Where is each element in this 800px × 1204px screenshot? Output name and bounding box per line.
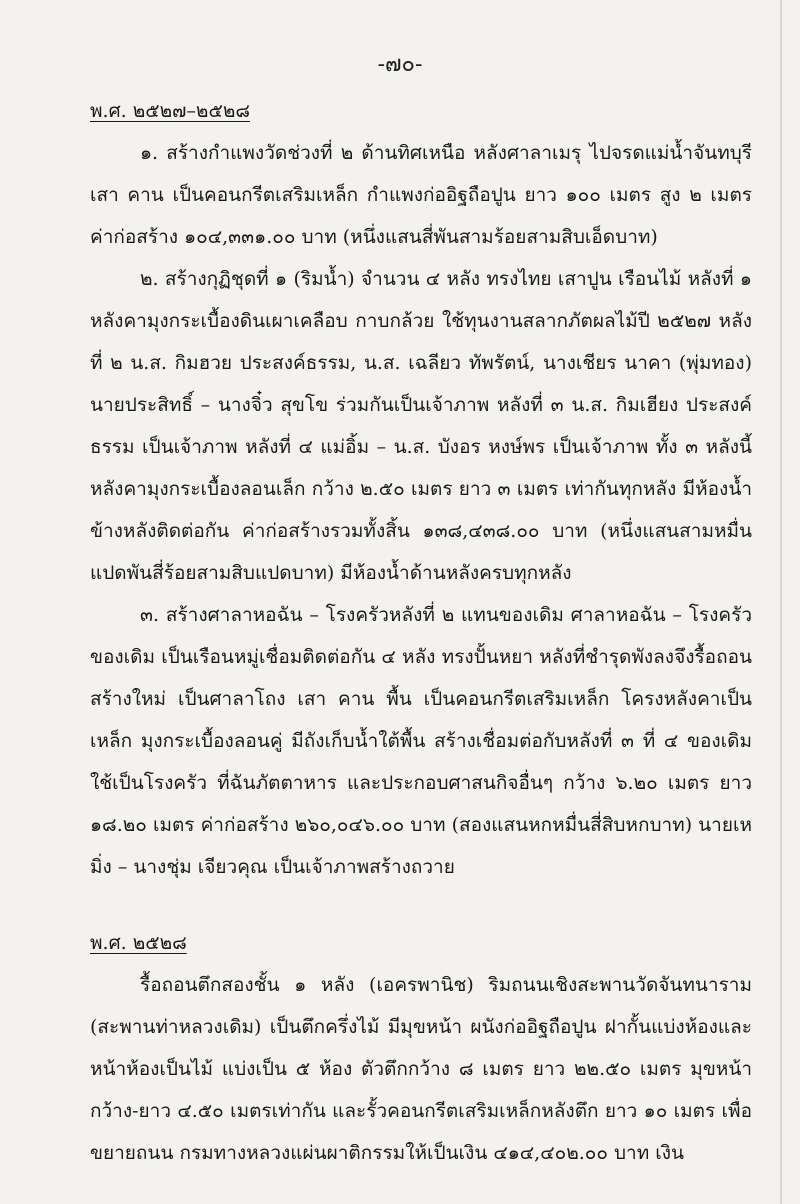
paragraph-2528: รื้อถอนตึกสองชั้น ๑ หลัง (เอครพานิช) ริมถนนเชิงสะพานวัดจันทนาราม (สะพานท่าหลวงเดิม) เป็นตึกครึ่งไม้ มีมุขหน้า ผนังก่ออิฐถือปูน ฝากั้นแบ่งห้องและหน้าห้องเป็นไม้ แบ่งเป็น ๕ ห้อง ตัวตึกกว้าง ๘ เมตร ยาว ๒๒.๕๐ เมตร มุขหน้ากว้าง-ยาว ๔.๕๐ เมตรเท่ากัน และรั้วคอนกรีตเสริมเหล็กหลังตึก ยาว ๑๐ เมตร เพื่อขยายถนน กรมทางหลวงแผ่นผาติกรรมให้เป็นเงิน ๔๑๔,๔๐๒.๐๐ บาท เงิน [90, 974, 752, 1164]
page-edge [780, 0, 782, 1204]
page-number: -๗๐- [377, 52, 423, 77]
paragraph-item-1: ๑. สร้างกำแพงวัดช่วงที่ ๒ ด้านทิศเหนือ หลังศาลาเมรุ ไปจรดแม่น้ำจันทบุรี เสา คาน เป็นคอนกรีตเสริมเหล็ก กำแพงก่ออิฐถือปูน ยาว ๑๐๐ เมตร สูง ๒ เมตร ค่าก่อสร้าง ๑๐๔,๓๓๑.๐๐ บาท (หนึ่งแสนสี่พันสามร้อยสามสิบเอ็ดบาท) [90, 142, 752, 248]
section-heading-2527-2528: พ.ศ. ๒๕๒๗–๒๕๒๘ [90, 100, 251, 122]
paragraph-item-2: ๒. สร้างกุฏิชุดที่ ๑ (ริมน้ำ) จำนวน ๔ หลัง ทรงไทย เสาปูน เรือนไม้ หลังที่ ๑ หลังคามุงกระเบื้องดินเผาเคลือบ กาบกล้วย ใช้ทุนงานสลากภัตผลไม้ปี ๒๕๒๗ หลังที่ ๒ น.ส. กิมฮวย ประสงค์ธรรม, น.ส. เฉลียว ทัพรัตน์, นางเชียร นาคา (พุ่มทอง) นายประสิทธิ์ – นางจิ๋ว สุขโข ร่วมกันเป็นเจ้าภาพ หลังที่ ๓ น.ส. กิมเฮียง ประสงค์ธรรม เป็นเจ้าภาพ หลังที่ ๔ แม่อิ้ม – น.ส. บังอร หงษ์พร เป็นเจ้าภาพ ทั้ง ๓ หลังนี้ หลังคามุงกระเบื้องลอนเล็ก กว้าง ๒.๕๐ เมตร ยาว ๓ เมตร เท่ากันทุกหลัง มีห้องน้ำข้างหลังติดต่อกัน ค่าก่อสร้างรวมทั้งสิ้น ๑๓๘,๔๓๘.๐๐ บาท (หนึ่งแสนสามหมื่นแปดพันสี่ร้อยสามสิบแปดบาท) มีห้องน้ำด้านหลังครบทุกหลัง [90, 268, 752, 584]
section-spacer [90, 888, 752, 922]
section-heading-2528: พ.ศ. ๒๕๒๘ [90, 932, 187, 954]
document-body [90, 90, 752, 1174]
paragraph-item-3: ๓. สร้างศาลาหอฉัน – โรงครัวหลังที่ ๒ แทนของเดิม ศาลาหอฉัน – โรงครัวของเดิม เป็นเรือนหมู่เชื่อมติดต่อกัน ๔ หลัง ทรงปั้นหยา หลังที่ชำรุดพังลงจึงรื้อถอนสร้างใหม่ เป็นศาลาโถง เสา คาน พื้น เป็นคอนกรีตเสริมเหล็ก โครงหลังคาเป็นเหล็ก มุงกระเบื้องลอนคู่ มีถังเก็บน้ำใต้พื้น สร้างเชื่อมต่อกับหลังที่ ๓ ที่ ๔ ของเดิม ใช้เป็นโรงครัว ที่ฉันภัตตาหาร และประกอบศาสนกิจอื่นๆ กว้าง ๖.๒๐ เมตร ยาว ๑๘.๒๐ เมตร ค่าก่อสร้าง ๒๖๐,๐๔๖.๐๐ บาท (สองแสนหกหมื่นสี่สิบหกบาท) นายเหมิ่ง – นางชุ่ม เจียวคุณ เป็นเจ้าภาพสร้างถวาย [90, 604, 752, 878]
